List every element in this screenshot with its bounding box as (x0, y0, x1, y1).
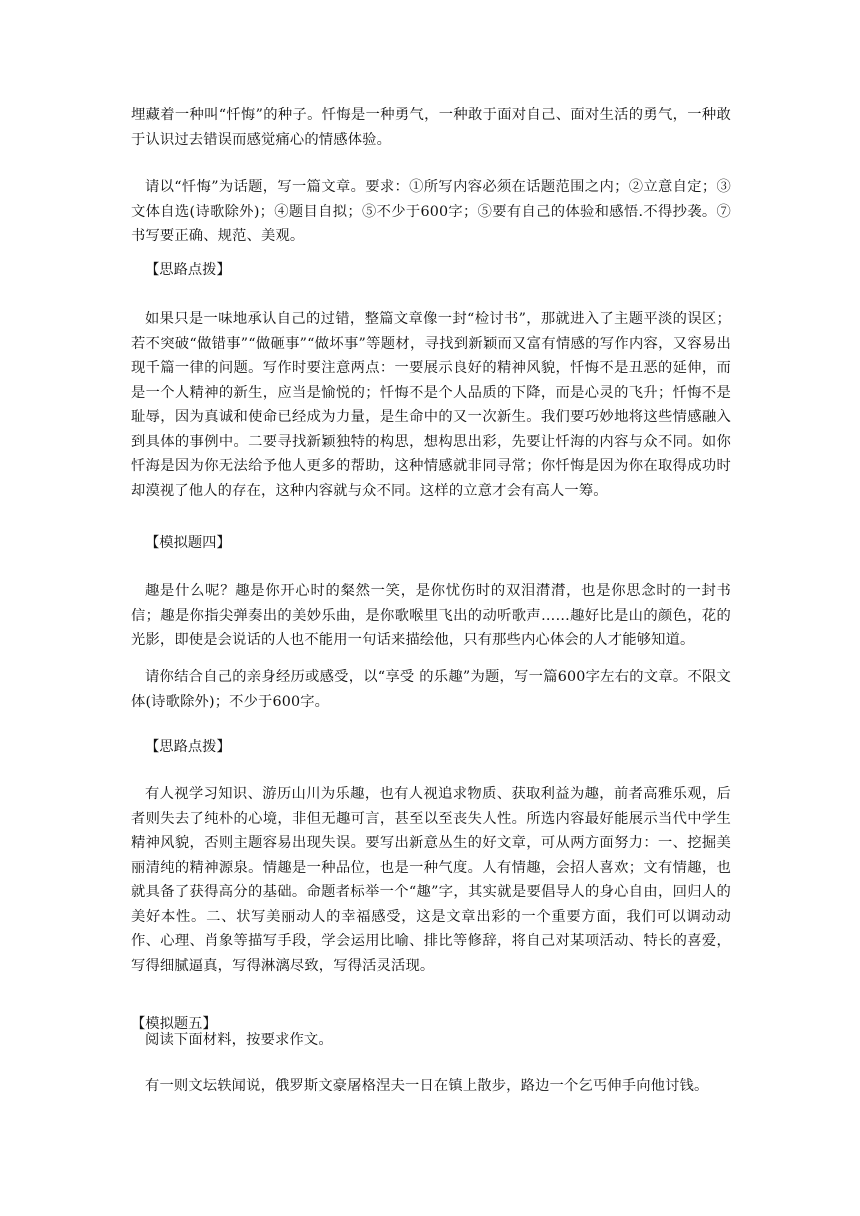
heading-mock-question-5: 【模拟题五】 (131, 1016, 217, 1032)
paragraph-interest-tips: 有人视学习知识、游历山川为乐趣，也有人视追求物质、获取利益为趣，前者高雅乐观，后者则失去了纯朴的心境，非但无趣可言，甚至以至丧失人性。所选内容最好能展示当代中学生精神风貌，否则主题容易出现失误。要写出新意丛生的好文章，可从两方面努力：一、挖掘美丽清纯的精神源泉。情趣是一种品位，也是一种气度。人有情趣，会招人喜欢；文有情趣，也就具备了获得高分的基础。命题者标举一个“趣”字，其实就是要倡导人的身心自由，回归人的美好本性。二、状写美丽动人的幸福感受，这是文章出彩的一个重要方面，我们可以调动动作、心理、肖象等描写手段，学会运用比喻、排比等修辞，将自己对某项活动、特长的喜爱，写得细腻逼真，写得淋漓尽致，写得活灵活现。 (131, 786, 731, 974)
paragraph-repentance-task: 请以“忏悔”为话题，写一篇文章。要求：①所写内容必须在话题范围之内；②立意自定；③文体自选(诗歌除外)；④题目自拟；⑤不少于600字；⑤要有自己的体验和感悟.不得抄袭。⑦书写要正确、规范、美观。 (131, 179, 731, 244)
paragraph-repentance-intro: 埋藏着一种叫“忏悔”的种子。忏悔是一种勇气，一种敢于面对自己、面对生活的勇气，一种敢于认识过去错误而感觉痛心的情感体验。 (131, 107, 731, 148)
paragraph-repentance-tips: 如果只是一味地承认自己的过错，整篇文章像一封“检讨书”，那就进入了主题平淡的误区；若不突破“做错事”“做砸事”“做坏事”等题材，寻找到新颖而又富有情感的写作内容，又容易出现千篇一律的问题。写作时要注意两点：一要展示良好的精神风貌，忏悔不是丑恶的延伸，而是一个人精神的新生，应当是愉悦的；忏悔不是个人品质的下降，而是心灵的飞升；忏悔不是耻辱，因为真诚和使命已经成为力量，是生命中的又一次新生。我们要巧妙地将这些情感融入到具体的事例中。二要寻找新颖独特的构思，想构思出彩，先要让忏海的内容与众不同。如你忏海是因为你无法给予他人更多的帮助，这种情感就非同寻常；你忏悔是因为你在取得成功时却漠视了他人的存在，这种内容就与众不同。这样的立意才会有高人一筹。 (131, 311, 731, 499)
heading-thinking-tips-2: 【思路点拨】 (145, 739, 231, 755)
paragraph-turgenev-anecdote: 有一则文坛轶闻说，俄罗斯文豪屠格涅夫一日在镇上散步，路边一个乞丐伸手向他讨钱。 (145, 1078, 709, 1094)
paragraph-reading-instruction: 阅读下面材料，按要求作文。 (145, 1032, 333, 1048)
heading-mock-question-4: 【模拟题四】 (145, 535, 231, 551)
paragraph-interest-material: 趣是什么呢？趣是你开心时的粲然一笑，是你忧伤时的双泪潸潸，也是你思念时的一封书信；趣是你指尖弹奏出的美妙乐曲，是你歌喉里飞出的动听歌声……趣好比是山的颜色，花的光影，即使是会说话的人也不能用一句话来描绘他，只有那些内心体会的人才能够知道。 (131, 583, 731, 648)
paragraph-interest-task: 请你结合自己的亲身经历或感受，以“享受 的乐趣”为题，写一篇600字左右的文章。不限文体(诗歌除外)；不少于600字。 (131, 669, 731, 710)
heading-thinking-tips-1: 【思路点拨】 (145, 262, 231, 278)
